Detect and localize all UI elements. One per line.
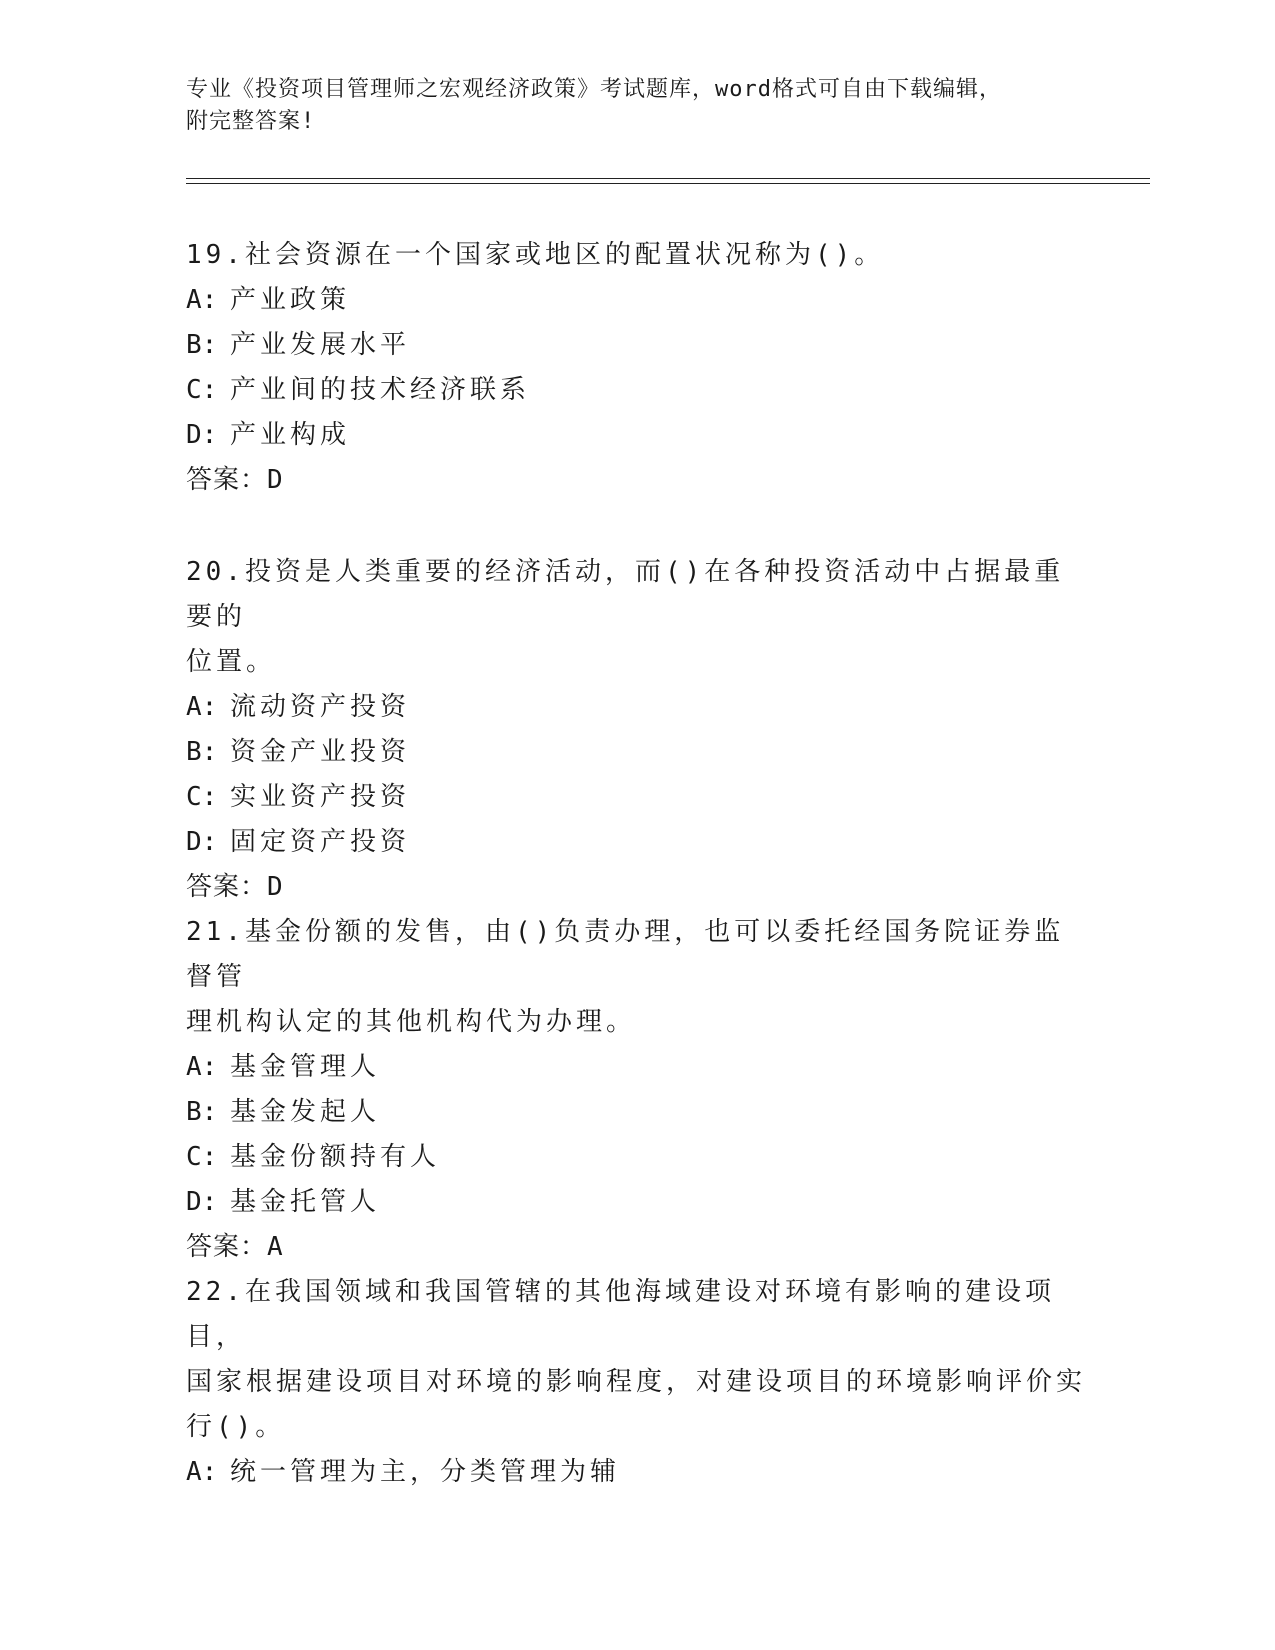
question-block-19 xyxy=(186,233,1086,503)
option-b xyxy=(186,1090,1086,1135)
option-letter: B: xyxy=(186,1097,218,1127)
option-a xyxy=(186,685,1086,730)
option-letter: D: xyxy=(186,420,218,450)
option-d xyxy=(186,820,1086,865)
option-letter: C: xyxy=(186,1142,218,1172)
header-note xyxy=(186,74,1086,138)
option-letter: A: xyxy=(186,285,218,315)
option-letter: A: xyxy=(186,692,218,722)
option-text: 固定资产投资 xyxy=(230,827,411,857)
question-block-21 xyxy=(186,910,1086,1270)
answer-line: 答案：D xyxy=(186,465,284,495)
option-text: 产业发展水平 xyxy=(230,330,411,360)
option-letter: D: xyxy=(186,1187,218,1217)
question-text xyxy=(186,550,1086,685)
question-block-22 xyxy=(186,1270,1086,1495)
header-divider-top xyxy=(186,178,1150,179)
option-text: 基金管理人 xyxy=(230,1052,381,1082)
option-text: 资金产业投资 xyxy=(230,737,411,767)
option-letter: B: xyxy=(186,330,218,360)
header-divider-bottom xyxy=(186,183,1150,184)
option-text: 统一管理为主，分类管理为辅 xyxy=(230,1457,621,1487)
option-text: 实业资产投资 xyxy=(230,782,411,812)
question-line: 理机构认定的其他机构代为办理。 xyxy=(186,1007,637,1037)
option-text: 基金发起人 xyxy=(230,1097,381,1127)
question-line: 社会资源在一个国家或地区的配置状况称为()。 xyxy=(244,240,885,270)
option-b xyxy=(186,730,1086,775)
option-text: 基金托管人 xyxy=(230,1187,381,1217)
question-line: 投资是人类重要的经济活动，而()在各种投资活动中占据最重要的 xyxy=(186,557,1065,632)
question-text xyxy=(186,233,1086,278)
question-number: 21. xyxy=(186,917,245,947)
option-c xyxy=(186,775,1086,820)
question-block-20 xyxy=(186,550,1086,910)
answer-line: 答案：D xyxy=(186,872,284,902)
header-note-line-1: 专业《投资项目管理师之宏观经济政策》考试题库，word格式可自由下载编辑， xyxy=(186,77,1002,102)
option-a xyxy=(186,1045,1086,1090)
option-text: 产业政策 xyxy=(230,285,351,315)
option-letter: A: xyxy=(186,1052,218,1082)
question-number: 19. xyxy=(186,240,245,270)
question-line: 在我国领域和我国管辖的其他海域建设对环境有影响的建设项目， xyxy=(186,1277,1055,1352)
option-a xyxy=(186,278,1086,323)
question-text xyxy=(186,910,1086,1045)
option-letter: D: xyxy=(186,827,218,857)
option-a xyxy=(186,1450,1086,1495)
question-line: 基金份额的发售，由()负责办理，也可以委托经国务院证券监督管 xyxy=(186,917,1065,992)
option-letter: C: xyxy=(186,375,218,405)
question-text xyxy=(186,1270,1086,1450)
option-text: 产业构成 xyxy=(230,420,351,450)
question-number: 20. xyxy=(186,557,245,587)
option-text: 基金份额持有人 xyxy=(230,1142,441,1172)
option-letter: B: xyxy=(186,737,218,767)
option-c xyxy=(186,1135,1086,1180)
option-text: 产业间的技术经济联系 xyxy=(230,375,531,405)
option-letter: A: xyxy=(186,1457,218,1487)
question-line: 国家根据建设项目对环境的影响程度，对建设项目的环境影响评价实 xyxy=(186,1367,1087,1397)
option-d xyxy=(186,1180,1086,1225)
option-b xyxy=(186,323,1086,368)
option-c xyxy=(186,368,1086,413)
question-line: 行()。 xyxy=(186,1412,286,1442)
option-d xyxy=(186,413,1086,458)
question-line: 位置。 xyxy=(186,647,277,677)
question-number: 22. xyxy=(186,1277,245,1307)
option-letter: C: xyxy=(186,782,218,812)
header-note-line-2: 附完整答案! xyxy=(186,109,316,134)
answer-line: 答案：A xyxy=(186,1232,284,1262)
option-text: 流动资产投资 xyxy=(230,692,411,722)
